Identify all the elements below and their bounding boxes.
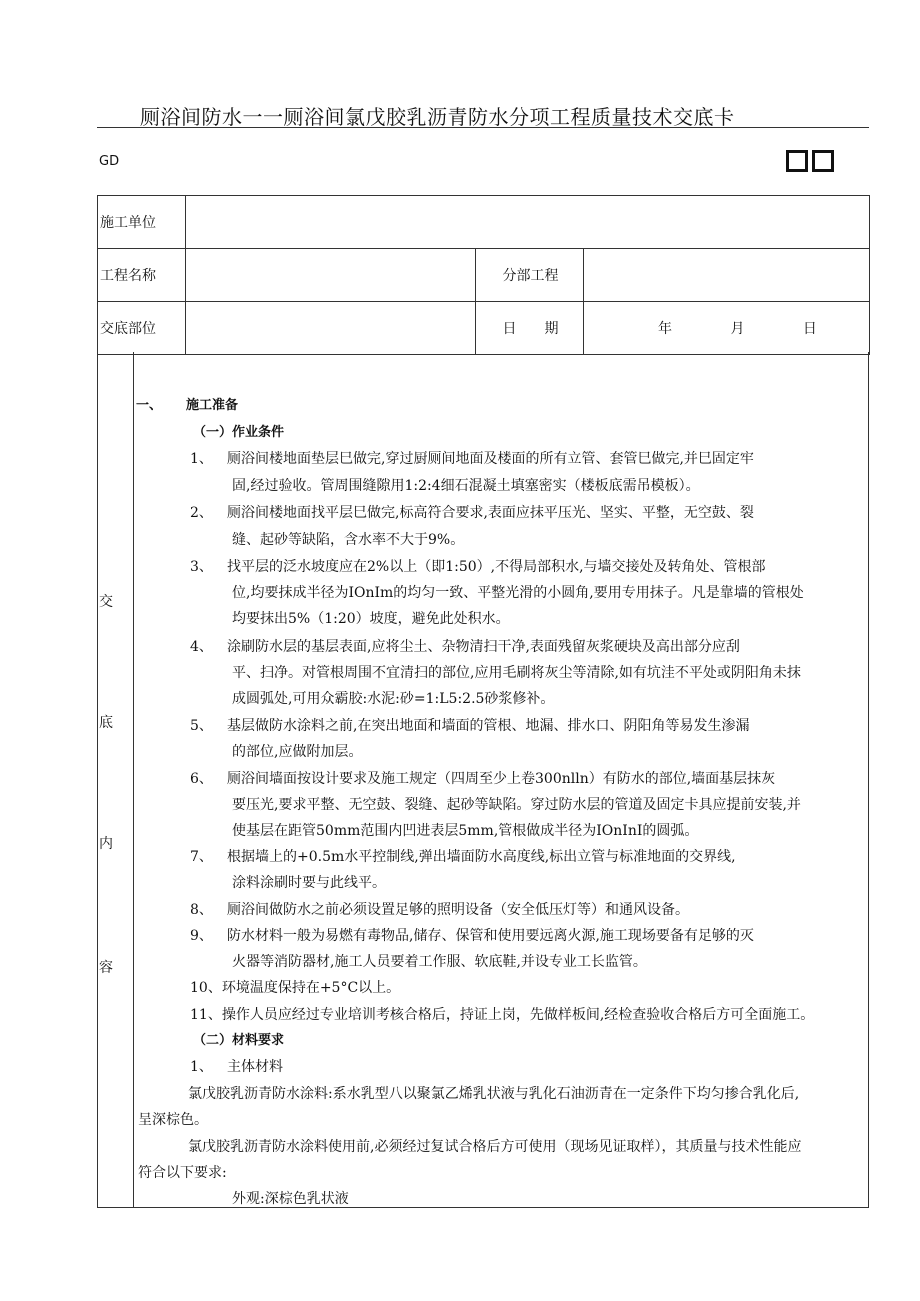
item-6-number: 6、	[190, 771, 213, 787]
date-day: 日	[802, 321, 817, 337]
date-year: 年	[658, 321, 672, 337]
appearance-line: 外观:深棕色乳状液	[232, 1191, 349, 1207]
subproject-label: 分部工程	[476, 249, 584, 302]
item-9-line-1: 防水材料一般为易燃有毒物品,储存、保管和使用要远离火源,施工现场要备有足够的灭	[227, 928, 754, 944]
info-table	[97, 195, 870, 355]
subsection-1-title: （一）作业条件	[193, 425, 285, 440]
item-9-number: 9、	[190, 928, 213, 944]
unit-label: 施工单位	[98, 196, 186, 249]
item-11: 11、操作人员应经过专业培训考核合格后，持证上岗，先做样板间,经检查验收合格后方可全面施工。	[190, 1007, 815, 1023]
item-4-line-2: 平、扫净。对管根周围不宜清扫的部位,应用毛刷将灰尘等清除,如有坑洼不平处或阴阳角未抹	[232, 665, 801, 681]
subproject-value[interactable]	[584, 249, 870, 302]
date-value[interactable]	[584, 302, 870, 355]
paragraph-1-line-2: 呈深棕色。	[138, 1112, 208, 1128]
checkbox-1[interactable]	[786, 150, 808, 172]
item-6-line-3: 使基层在距管50mm范围内凹进表层5mm,管根做成半径为IOnInI的圆弧。	[232, 823, 699, 839]
info-row-unit	[98, 196, 870, 249]
item-3-line-3: 均要抹出5%（1:20）坡度，避免此处积水。	[232, 611, 510, 627]
item-5-number: 5、	[190, 718, 213, 734]
checkbox-2[interactable]	[812, 150, 834, 172]
info-row-part	[98, 302, 870, 355]
item-7-number: 7、	[190, 849, 213, 865]
date-label: 日 期	[476, 302, 584, 355]
vertical-label-1: 交	[99, 594, 113, 610]
item-2-number: 2、	[190, 505, 213, 521]
item-7-line-2: 涂料涂刷时要与此线平。	[232, 875, 386, 891]
part-value[interactable]	[186, 302, 476, 355]
item-2-line-2: 缝、起砂等缺陷，含水率不大于9%。	[232, 532, 465, 548]
info-row-project	[98, 249, 870, 302]
document-title: 厕浴间防水一一厕浴间氯戊胶乳沥青防水分项工程质量技术交底卡	[140, 105, 735, 129]
item-10: 10、环境温度保持在+5°C以上。	[190, 980, 401, 996]
project-value[interactable]	[186, 249, 476, 302]
item-8-line-1: 厕浴间做防水之前必须设置足够的照明设备（安全低压灯等）和通风设备。	[227, 902, 689, 918]
section-1-number: 一、	[136, 398, 163, 413]
paragraph-2-line-1: 氯戊胶乳沥青防水涂料使用前,必须经过复试合格后方可使用（现场见证取样），其质量与技术性能应	[188, 1139, 802, 1155]
item-2-line-1: 厕浴间楼地面找平层巳做完,标高符合要求,表面应抹平压光、坚实、平整，无空鼓、裂	[227, 505, 754, 521]
paragraph-1-line-1: 氯戊胶乳沥青防水涂料:系水乳型八以聚氯乙烯乳状液与乳化石油沥青在一定条件下均匀掺合乳化后,	[188, 1086, 800, 1102]
item-3-line-2: 位,均要抹成半径为IOnIm的均匀一致、平整光滑的小圆角,要用专用抹子。凡是靠墙的管根处	[232, 585, 804, 601]
project-label: 工程名称	[98, 249, 186, 302]
vertical-label-4: 容	[99, 960, 113, 976]
unit-value[interactable]	[186, 196, 870, 249]
date-month: 月	[730, 321, 745, 337]
checkbox-group	[786, 150, 834, 172]
item-4-line-1: 涂刷防水层的基层表面,应将尘土、杂物清扫干净,表面残留灰浆硬块及高出部分应刮	[227, 639, 740, 655]
item-4-number: 4、	[190, 639, 213, 655]
item-5-line-1: 基层做防水涂料之前,在突出地面和墙面的管根、地漏、排水口、阴阳角等易发生渗漏	[227, 718, 750, 734]
vertical-label-2: 底	[99, 715, 113, 731]
item-1-line-2: 固,经过验收。管周围缝隙用1:2:4细石混凝土填塞密实（楼板底需吊模板）。	[232, 478, 700, 494]
subsection-2-title: （二）材料要求	[193, 1033, 285, 1048]
document-code: GD	[99, 154, 120, 169]
title-underline	[97, 127, 869, 128]
paragraph-2-line-2: 符合以下要求:	[138, 1165, 227, 1181]
item-9-line-2: 火器等消防器材,施工人员要着工作服、软底鞋,并设专业工长监管。	[232, 954, 647, 970]
section-1-title: 施工准备	[186, 398, 239, 413]
content-divider	[133, 352, 134, 1208]
item-4-line-3: 成圆弧处,可用众霸胶:水泥:砂=1:L5:2.5砂浆修补。	[232, 691, 555, 707]
item-6-line-2: 要压光,要求平整、无空鼓、裂缝、起砂等缺陷。穿过防水层的管道及固定卡具应提前安装,并	[232, 797, 801, 813]
item-7-line-1: 根据墙上的+0.5m水平控制线,弹出墙面防水高度线,标出立管与标准地面的交界线,	[227, 849, 736, 865]
item-5-line-2: 的部位,应做附加层。	[232, 744, 363, 760]
item-1-number: 1、	[190, 451, 213, 467]
item-8-number: 8、	[190, 902, 213, 918]
material-number: 1、	[190, 1059, 213, 1075]
material-title: 主体材料	[227, 1059, 283, 1075]
vertical-label-3: 内	[99, 836, 113, 852]
item-3-number: 3、	[190, 559, 213, 575]
item-1-line-1: 厕浴间楼地面垫层巳做完,穿过厨厕间地面及楼面的所有立管、套管巳做完,并巳固定牢	[227, 451, 754, 467]
item-3-line-1: 找平层的泛水坡度应在2%以上（即1:50）,不得局部积水,与墙交接处及转角处、管根部	[227, 559, 766, 575]
part-label: 交底部位	[98, 302, 186, 355]
item-6-line-1: 厕浴间墙面按设计要求及施工规定（四周至少上卷300nlln）有防水的部位,墙面基层抹灰	[227, 771, 776, 787]
